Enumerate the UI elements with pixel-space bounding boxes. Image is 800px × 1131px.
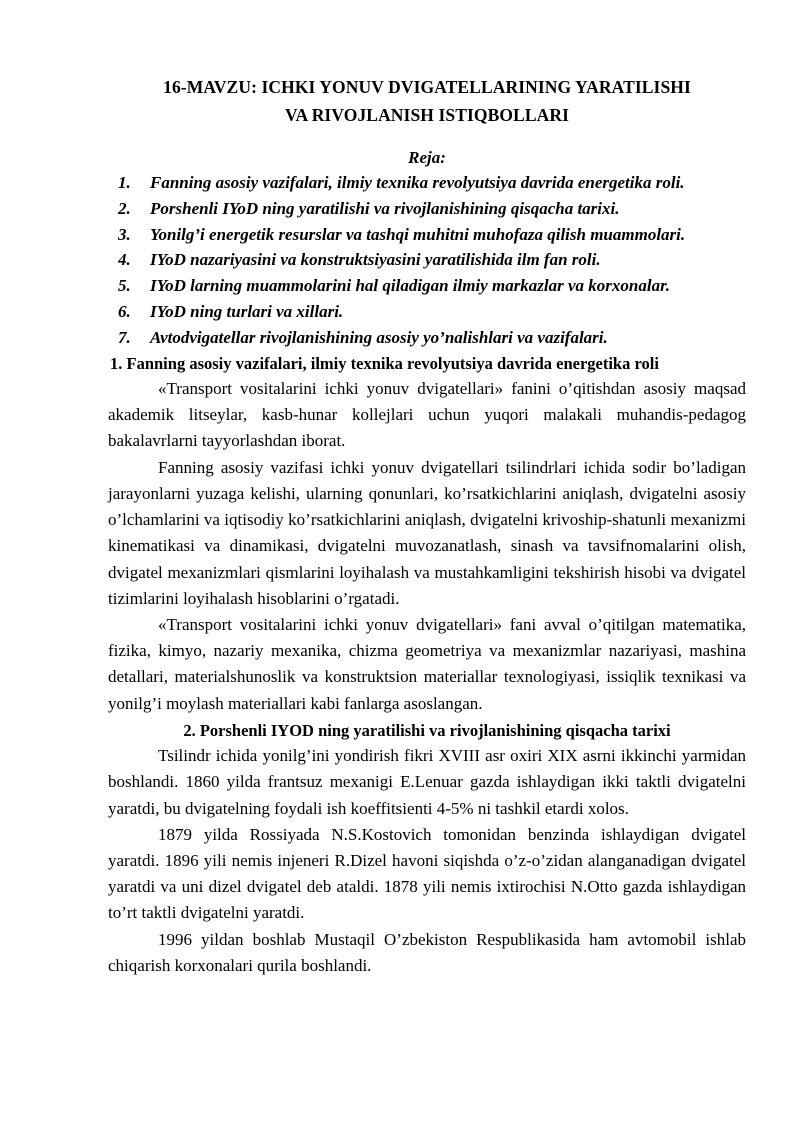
list-item-label: Fanning asosiy vazifalari, ilmiy texnika revolyutsiya davrida energetika roli.: [150, 173, 685, 192]
list-item: [118, 273, 746, 299]
plan-label: Reja:: [408, 148, 446, 167]
list-item-label: IYoD nazariyasini va konstruktsiyasini yaratilishida ilm fan roli.: [150, 250, 601, 270]
section-2-paragraph-3: 1996 yildan boshlab Mustaqil O’zbekiston Respublikasida ham avtomobil ishlab chiqarish korxonalari qurila boshlandi.: [108, 929, 746, 975]
title-line-1: 16-MAVZU: ICHKI YONUV DVIGATELLARINING YARATILISHI: [163, 77, 691, 97]
title-line-2: VA RIVOJLANISH ISTIQBOLLARI: [284, 105, 570, 125]
section-1-heading: 1. Fanning asosiy vazifalari, ilmiy texnika revolyutsiya davrida energetika roli: [110, 353, 659, 373]
list-item-label: Porshenli IYoD ning yaratilishi va rivojlanishining qisqacha tarixi.: [150, 198, 620, 218]
section-1-paragraph-1: «Transport vositalarini ichki yonuv dvigatellari» fanini o’qitishdan asosiy maqsad akademik litseylar, kasb-hunar kollejlari uchun yuqori malakali muhandis-pedagog bakalavrlarni tayyorlashdan iborat.: [108, 379, 746, 451]
list-item-number: 5.: [118, 276, 131, 296]
section-2-heading: 2. Porshenli IYOD ning yaratilishi va rivojlanishining qisqacha tarixi: [183, 720, 671, 740]
list-item-number: 4.: [118, 250, 131, 270]
section-1-paragraph-3: «Transport vositalarini ichki yonuv dvigatellari» fani avval o’qitilgan matematika, fizika, kimyo, nazariy mexanika, chizma geometriya va mexanizmlar nazariyasi, mashina detallari, materialshunoslik va konstruktsion materiallar texnologiyasi, issiqlik texnikasi va yonilg’i moylash materiallari kabi fanlarga asoslangan.: [108, 614, 746, 713]
list-item-label: Yonilg’i energetik resurslar va tashqi muhitni muhofaza qilish muammolari.: [150, 224, 686, 244]
list-item-number: 1.: [118, 173, 131, 192]
list-item-label: Avtodvigatellar rivojlanishining asosiy yo’nalishlari va vazifalari.: [150, 327, 608, 347]
list-item-number: 2.: [118, 198, 131, 218]
plan-list: [108, 170, 746, 351]
list-item-number: 6.: [118, 301, 131, 321]
list-item: [118, 247, 746, 273]
list-item-number: 3.: [118, 224, 131, 244]
list-item: [118, 299, 746, 325]
section-2-paragraph-2: 1879 yilda Rossiyada N.S.Kostovich tomonidan benzinda ishlaydigan dvigatel yaratdi. 1896 yili nemis injeneri R.Dizel havoni siqishda o’z-o’zidan alanganadigan dvigatel yaratdi va uni dizel dvigatel deb ataldi. 1878 yili nemis ixtirochisi N.Otto gazda ishlaydigan to’rt taktli dvigatelni yaratdi.: [108, 824, 746, 923]
section-2-paragraph-1: Tsilindr ichida yonilg’ini yondirish fikri XVIII asr oxiri XIX asrni ikkinchi yarmidan boshlandi. 1860 yilda frantsuz mexanigi E.Lenuar gazda ishlaydigan ikki taktli dvigatelni yaratdi, bu dvigatelning foydali ish koeffitsienti 4-5% ni tashkil etardi xolos.: [108, 746, 746, 818]
list-item: [118, 170, 746, 196]
list-item: [118, 196, 746, 222]
section-1-paragraph-2: Fanning asosiy vazifasi ichki yonuv dvigatellari tsilindrlari ichida sodir bo’ladigan jarayonlarni yuzaga kelishi, ularning qonunlari, ko’rsatkichlarini aniqlash, dvigatelni asosiy o’lchamlarini va iqtisodiy ko’rsatkichlarini aniqlash, dvigatelni krivoship-shatunli mexanizmi kinematikasi va dinamikasi, dvigatelni muvozanatlash, sinash va tavsifnomalarini olish, dvigatel mexanizmlari qismlarini loyihalash va mustahkamligini tekshirish hisobi va dvigatel tizimlarini loyihalash hisoblarini o’rgatadi.: [108, 457, 746, 608]
list-item: [118, 325, 746, 351]
list-item-label: IYoD ning turlari va xillari.: [150, 301, 344, 321]
list-item: [118, 222, 746, 248]
list-item-number: 7.: [118, 327, 131, 347]
document-content: [108, 0, 746, 979]
page-title: [108, 0, 746, 129]
list-item-label: IYoD larning muammolarini hal qiladigan ilmiy markazlar va korxonalar.: [150, 276, 671, 296]
